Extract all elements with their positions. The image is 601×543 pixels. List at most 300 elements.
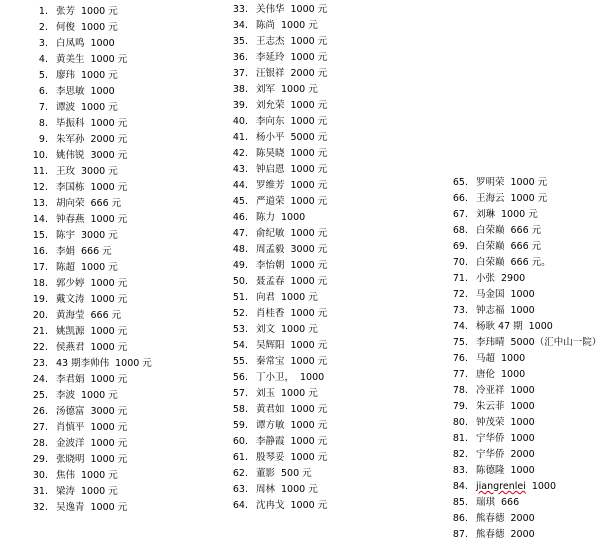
entry-number: 66. <box>452 193 468 204</box>
entry-number: 84. <box>452 481 468 492</box>
entry-number: 87. <box>452 529 468 540</box>
donor-name: 陈宇 <box>56 230 76 241</box>
donor-entry <box>0 132 180 148</box>
donation-amount: 1000 元 <box>290 4 328 15</box>
donor-entry <box>180 50 380 66</box>
donor-name: 姚凯源 <box>56 326 85 337</box>
donation-amount: 1000 元 <box>90 454 128 465</box>
entry-number: 52. <box>232 308 248 319</box>
entry-number: 40. <box>232 116 248 127</box>
donor-entry <box>380 335 601 351</box>
donor-entry <box>0 100 180 116</box>
entry-number: 31. <box>32 486 48 497</box>
donation-amount: 1000 元 <box>290 116 328 127</box>
donor-entry <box>380 303 556 319</box>
donor-entry <box>180 402 380 418</box>
donation-amount: 1000 元 <box>81 486 118 497</box>
donation-amount: 1000 元 <box>510 177 548 188</box>
donor-name: 秦常宝 <box>256 356 285 367</box>
donation-amount: 1000 <box>90 38 115 49</box>
donor-entry <box>0 148 180 164</box>
entry-number: 39. <box>232 100 248 111</box>
donation-amount: 1000 元 <box>290 276 328 287</box>
donation-amount: 1000 元 <box>281 20 318 31</box>
donor-entry <box>0 308 180 324</box>
entry-number: 73. <box>452 305 468 316</box>
entry-number: 85. <box>452 497 468 508</box>
entry-number: 7. <box>38 102 48 113</box>
donor-name: 熊春德 <box>476 529 505 540</box>
donor-entry <box>180 498 380 514</box>
entry-number: 27. <box>32 422 48 433</box>
donation-amount: 1000 元 <box>290 36 328 47</box>
donation-amount: 1000 元 <box>290 180 328 191</box>
donation-amount: 1000 元 <box>290 164 328 175</box>
donor-entry <box>0 84 180 100</box>
donor-name: 陈尚 <box>256 20 276 31</box>
donation-amount: 1000 元 <box>290 260 328 271</box>
entry-number: 38. <box>232 84 248 95</box>
donor-name: 关伟华 <box>256 4 285 15</box>
donation-amount: 1000 元 <box>290 52 328 63</box>
donor-name: 郭少婷 <box>56 278 85 289</box>
donor-name: 谭波 <box>56 102 76 113</box>
donation-amount: 1000 元 <box>290 308 328 319</box>
donation-amount: 1000 <box>510 417 535 428</box>
donation-amount: 1000 元 <box>90 294 128 305</box>
donation-amount: 666 元 <box>510 225 542 236</box>
entry-number: 20. <box>32 310 48 321</box>
donor-entry <box>0 340 180 356</box>
donor-entry <box>380 495 556 511</box>
donation-amount: 2000 <box>510 513 535 524</box>
donation-amount: 1000 元 <box>290 420 328 431</box>
donor-column-2 <box>180 2 380 514</box>
donor-entry <box>180 2 380 18</box>
donation-amount: 1000 元 <box>510 193 548 204</box>
donor-entry <box>180 66 380 82</box>
donor-entry <box>180 482 380 498</box>
donor-name: 刘玉 <box>256 388 276 399</box>
donation-amount: 666 元。 <box>510 257 551 268</box>
donor-entry <box>0 260 180 276</box>
donor-name: 李向东 <box>256 116 285 127</box>
donation-amount: 1000 元 <box>290 436 328 447</box>
donation-amount: 666 <box>501 497 520 508</box>
entry-number: 63. <box>232 484 248 495</box>
donor-name: 聂孟春 <box>256 276 285 287</box>
donor-name: 李思敏 <box>56 86 85 97</box>
donor-entry <box>0 468 180 484</box>
entry-number: 2. <box>38 22 48 33</box>
donor-name: 白荣巅 <box>476 257 505 268</box>
entry-number: 55. <box>232 356 248 367</box>
donor-name: 吴逸青 <box>56 502 85 513</box>
donation-amount: 1000 <box>531 481 557 492</box>
entry-number: 13. <box>32 198 48 209</box>
donor-entry <box>0 180 180 196</box>
donation-amount: 1000 元 <box>290 100 328 111</box>
entry-number: 64. <box>232 500 248 511</box>
entry-number: 22. <box>32 342 48 353</box>
entry-number: 3. <box>38 38 48 49</box>
donor-name: 罗明荣 <box>476 177 505 188</box>
donor-name: 肖慎平 <box>56 422 85 433</box>
entry-number: 6. <box>38 86 48 97</box>
donation-amount: 2000 <box>510 449 535 460</box>
entry-number: 44. <box>232 180 248 191</box>
donor-entry <box>0 388 180 404</box>
donation-amount: 1000 元 <box>90 326 128 337</box>
donor-name: 宁华侨 <box>476 433 505 444</box>
donation-amount: 2000 元 <box>90 134 128 145</box>
donor-name: 肖桂香 <box>256 308 285 319</box>
entry-number: 51. <box>232 292 248 303</box>
entry-number: 41. <box>232 132 248 143</box>
entry-number: 81. <box>452 433 468 444</box>
entry-number: 30. <box>32 470 48 481</box>
entry-number: 50. <box>232 276 248 287</box>
donor-entry <box>180 18 380 34</box>
donor-name: 严道荣 <box>256 196 285 207</box>
donation-amount: 1000 元 <box>281 324 318 335</box>
entry-number: 8. <box>38 118 48 129</box>
donor-entry <box>180 258 380 274</box>
donor-name: 李玮晴 <box>476 337 505 348</box>
donor-name: 唐伦 <box>476 369 496 380</box>
donor-name: 李波 <box>56 390 76 401</box>
donor-name: 刘文 <box>256 324 276 335</box>
entry-number: 48. <box>232 244 248 255</box>
donor-name: 丁小卫， <box>256 372 295 383</box>
donor-name: 杨小平 <box>256 132 285 143</box>
donor-name: 何俊 <box>56 22 76 33</box>
donor-entry <box>180 210 380 226</box>
donation-amount: 1000 元 <box>290 452 328 463</box>
donor-name: 周孟毅 <box>256 244 285 255</box>
donation-amount: 1000 <box>528 321 553 332</box>
donor-name: 李国栋 <box>56 182 85 193</box>
entry-number: 60. <box>232 436 248 447</box>
donor-name: 王玫 <box>56 166 76 177</box>
donor-name: 刘军 <box>256 84 276 95</box>
entry-number: 62. <box>232 468 248 479</box>
donor-entry <box>380 319 556 335</box>
donation-amount: 666 元 <box>90 310 122 321</box>
donor-entry <box>0 20 180 36</box>
donor-name: 姚伟锐 <box>56 150 85 161</box>
donor-entry <box>180 162 380 178</box>
donor-name: 汤德富 <box>56 406 85 417</box>
entry-number: 32. <box>32 502 48 513</box>
donor-entry <box>0 4 180 20</box>
donation-amount: 3000 元 <box>90 150 128 161</box>
entry-number: 17. <box>32 262 48 273</box>
donation-amount: 1000 元 <box>281 484 318 495</box>
entry-number: 33. <box>232 4 248 15</box>
donor-name: 谭方敏 <box>256 420 285 431</box>
donation-amount: 1000 元 <box>501 209 538 220</box>
donation-amount: 1000 <box>510 305 535 316</box>
donor-name: 张晓明 <box>56 454 85 465</box>
donor-name: 俞纪敏 <box>256 228 285 239</box>
entry-number: 70. <box>452 257 468 268</box>
donor-name: 李延玲 <box>256 52 285 63</box>
entry-number: 35. <box>232 36 248 47</box>
donor-name: 李娟 <box>56 246 76 257</box>
entry-number: 9. <box>38 134 48 145</box>
donor-name: 毕振科 <box>56 118 85 129</box>
donor-name: 王志杰 <box>256 36 285 47</box>
entry-number: 49. <box>232 260 248 271</box>
donor-entry <box>380 239 556 255</box>
entry-number: 54. <box>232 340 248 351</box>
donor-entry <box>180 450 380 466</box>
donor-name: 向君 <box>256 292 276 303</box>
donor-name: 刘允荣 <box>256 100 285 111</box>
donor-entry <box>180 146 380 162</box>
donor-name: jiangrenlei <box>476 481 526 492</box>
donor-name: 冷亚祥 <box>476 385 505 396</box>
donation-amount: 1000 元 <box>90 422 128 433</box>
donor-name: 白凤鸣 <box>56 38 85 49</box>
entry-number: 67. <box>452 209 468 220</box>
entry-number: 83. <box>452 465 468 476</box>
donor-entry <box>0 196 180 212</box>
entry-number: 14. <box>32 214 48 225</box>
donor-entry <box>0 372 180 388</box>
donation-amount: 1000 元 <box>290 340 328 351</box>
entry-number: 56. <box>232 372 248 383</box>
entry-number: 23. <box>32 358 48 369</box>
entry-number: 72. <box>452 289 468 300</box>
donation-amount: 5000 元 <box>290 132 328 143</box>
donor-entry <box>380 223 556 239</box>
donation-amount: 1000 元 <box>81 22 118 33</box>
donor-entry <box>180 322 380 338</box>
donor-name: 金波洋 <box>56 438 85 449</box>
entry-number: 86. <box>452 513 468 524</box>
donor-name: 董影 <box>256 468 276 479</box>
donor-entry <box>180 226 380 242</box>
donor-entry <box>180 274 380 290</box>
donation-amount: 3000 元 <box>90 406 128 417</box>
donor-name: 黄君如 <box>256 404 285 415</box>
donation-amount: 1000 <box>510 433 535 444</box>
entry-number: 12. <box>32 182 48 193</box>
donation-amount: 3000 元 <box>81 166 118 177</box>
entry-number: 61. <box>232 452 248 463</box>
donor-name: 张芳 <box>56 6 76 17</box>
donation-amount: 1000 元 <box>290 196 328 207</box>
donation-amount: 1000 <box>510 385 535 396</box>
donor-entry <box>380 271 556 287</box>
donation-amount: 1000 元 <box>90 502 128 513</box>
donation-amount: 1000 元 <box>81 70 118 81</box>
entry-number: 24. <box>32 374 48 385</box>
donation-amount: 2000 元 <box>290 68 328 79</box>
donation-amount: 1000 元 <box>290 500 328 511</box>
donor-name: 瑞琪 <box>476 497 496 508</box>
entry-number: 29. <box>32 454 48 465</box>
donation-amount: 1000 元 <box>81 6 118 17</box>
donation-amount: 1000 元 <box>290 404 328 415</box>
entry-number: 47. <box>232 228 248 239</box>
donor-entry <box>0 212 180 228</box>
donor-name: 钟茂荣 <box>476 417 505 428</box>
donor-name: 钟志福 <box>476 305 505 316</box>
donor-name: 罗维芳 <box>256 180 285 191</box>
donation-amount: 1000 元 <box>81 390 118 401</box>
donor-entry <box>0 116 180 132</box>
donor-entry <box>0 244 180 260</box>
donor-entry <box>180 82 380 98</box>
donor-entry <box>180 466 380 482</box>
donation-amount: 1000 <box>501 369 526 380</box>
donation-amount: 1000 元 <box>81 102 118 113</box>
donation-amount: 1000 元 <box>290 356 328 367</box>
donor-entry <box>380 351 556 367</box>
entry-number: 10. <box>32 150 48 161</box>
entry-number: 68. <box>452 225 468 236</box>
donor-name: 陈德隆 <box>476 465 505 476</box>
donation-amount: 1000 元 <box>90 278 128 289</box>
donor-name: 李怡朝 <box>256 260 285 271</box>
donor-name: 白荣巅 <box>476 225 505 236</box>
donation-amount: 1000 元 <box>90 182 128 193</box>
donation-amount: 500 元 <box>281 468 312 479</box>
donation-amount: 1000 元 <box>115 358 152 369</box>
donor-name: 廖玮 <box>56 70 76 81</box>
donation-amount: 1000 元 <box>81 470 118 481</box>
donation-amount: 1000 元 <box>290 148 328 159</box>
donor-entry <box>0 420 180 436</box>
entry-number: 46. <box>232 212 248 223</box>
entry-number: 69. <box>452 241 468 252</box>
entry-number: 80. <box>452 417 468 428</box>
donor-name: 李静霞 <box>256 436 285 447</box>
donor-entry <box>380 287 556 303</box>
donation-amount: 1000 元 <box>281 84 318 95</box>
donor-entry <box>0 164 180 180</box>
donor-entry <box>380 527 556 543</box>
donor-entry <box>380 367 556 383</box>
donor-entry <box>380 191 556 207</box>
donor-name: 杨耿 47 期 <box>476 321 523 332</box>
entry-number: 37. <box>232 68 248 79</box>
entry-number: 75. <box>452 337 468 348</box>
donor-name: 陈超 <box>56 262 76 273</box>
entry-number: 18. <box>32 278 48 289</box>
donor-name: 李君娟 <box>56 374 85 385</box>
donor-column-1 <box>0 4 180 516</box>
donation-amount: 1000 元 <box>90 374 128 385</box>
donor-name: 焦伟 <box>56 470 76 481</box>
donor-entry <box>180 194 380 210</box>
donor-name: 刘琳 <box>476 209 496 220</box>
donor-name: 小张 <box>476 273 496 284</box>
donor-entry <box>0 356 180 372</box>
donor-name: 戴文涛 <box>56 294 85 305</box>
donor-name: 殷琴妥 <box>256 452 285 463</box>
donor-entry <box>0 436 180 452</box>
donor-entry <box>180 418 380 434</box>
entry-number: 65. <box>452 177 468 188</box>
entry-number: 25. <box>32 390 48 401</box>
entry-number: 26. <box>32 406 48 417</box>
entry-number: 21. <box>32 326 48 337</box>
entry-number: 82. <box>452 449 468 460</box>
donor-name: 吴辉阳 <box>256 340 285 351</box>
donation-amount: 1000 元 <box>90 342 128 353</box>
donation-amount: 666 元 <box>90 198 122 209</box>
donor-entry <box>180 386 380 402</box>
entry-number: 43. <box>232 164 248 175</box>
donation-amount: 5000（汇中山一院） <box>510 337 601 348</box>
donor-entry <box>380 431 556 447</box>
donation-amount: 3000 元 <box>290 244 328 255</box>
entry-number: 58. <box>232 404 248 415</box>
donor-name: 王海云 <box>476 193 505 204</box>
donation-amount: 666 元 <box>81 246 112 257</box>
entry-number: 78. <box>452 385 468 396</box>
entry-number: 19. <box>32 294 48 305</box>
entry-number: 28. <box>32 438 48 449</box>
donation-amount: 1000 <box>510 465 535 476</box>
donor-entry <box>0 228 180 244</box>
donation-amount: 1000 元 <box>90 438 128 449</box>
donation-amount: 1000 元 <box>90 54 128 65</box>
donor-entry <box>380 175 556 191</box>
entry-number: 36. <box>232 52 248 63</box>
donor-entry <box>180 242 380 258</box>
donation-amount: 1000 <box>90 86 115 97</box>
donor-entry <box>380 255 556 271</box>
donor-name: 陈昊晓 <box>256 148 285 159</box>
entry-number: 59. <box>232 420 248 431</box>
donor-entry <box>380 415 556 431</box>
donation-amount: 1000 元 <box>81 262 118 273</box>
entry-number: 42. <box>232 148 248 159</box>
donor-entry <box>0 404 180 420</box>
donor-entry <box>180 354 380 370</box>
donation-amount: 1000 元 <box>90 214 128 225</box>
donor-entry <box>0 276 180 292</box>
donor-entry <box>180 114 380 130</box>
donation-amount: 1000 <box>281 212 306 223</box>
donor-name: 周林 <box>256 484 276 495</box>
donor-entry <box>380 207 556 223</box>
donor-entry <box>380 463 556 479</box>
donor-entry <box>180 290 380 306</box>
donation-amount: 2900 <box>501 273 526 284</box>
donor-entry <box>180 434 380 450</box>
donor-entry <box>180 306 380 322</box>
donor-entry <box>0 452 180 468</box>
donor-name: 汪银祥 <box>256 68 285 79</box>
donor-name: 沈冉戈 <box>256 500 285 511</box>
donation-amount: 1000 <box>510 401 535 412</box>
donor-entry <box>0 324 180 340</box>
donor-name: 熊春德 <box>476 513 505 524</box>
donor-entry <box>380 399 556 415</box>
donor-name: 陈力 <box>256 212 276 223</box>
entry-number: 16. <box>32 246 48 257</box>
donor-name: 朱军孙 <box>56 134 85 145</box>
entry-number: 53. <box>232 324 248 335</box>
donor-entry <box>180 98 380 114</box>
donor-column-3 <box>380 175 601 543</box>
